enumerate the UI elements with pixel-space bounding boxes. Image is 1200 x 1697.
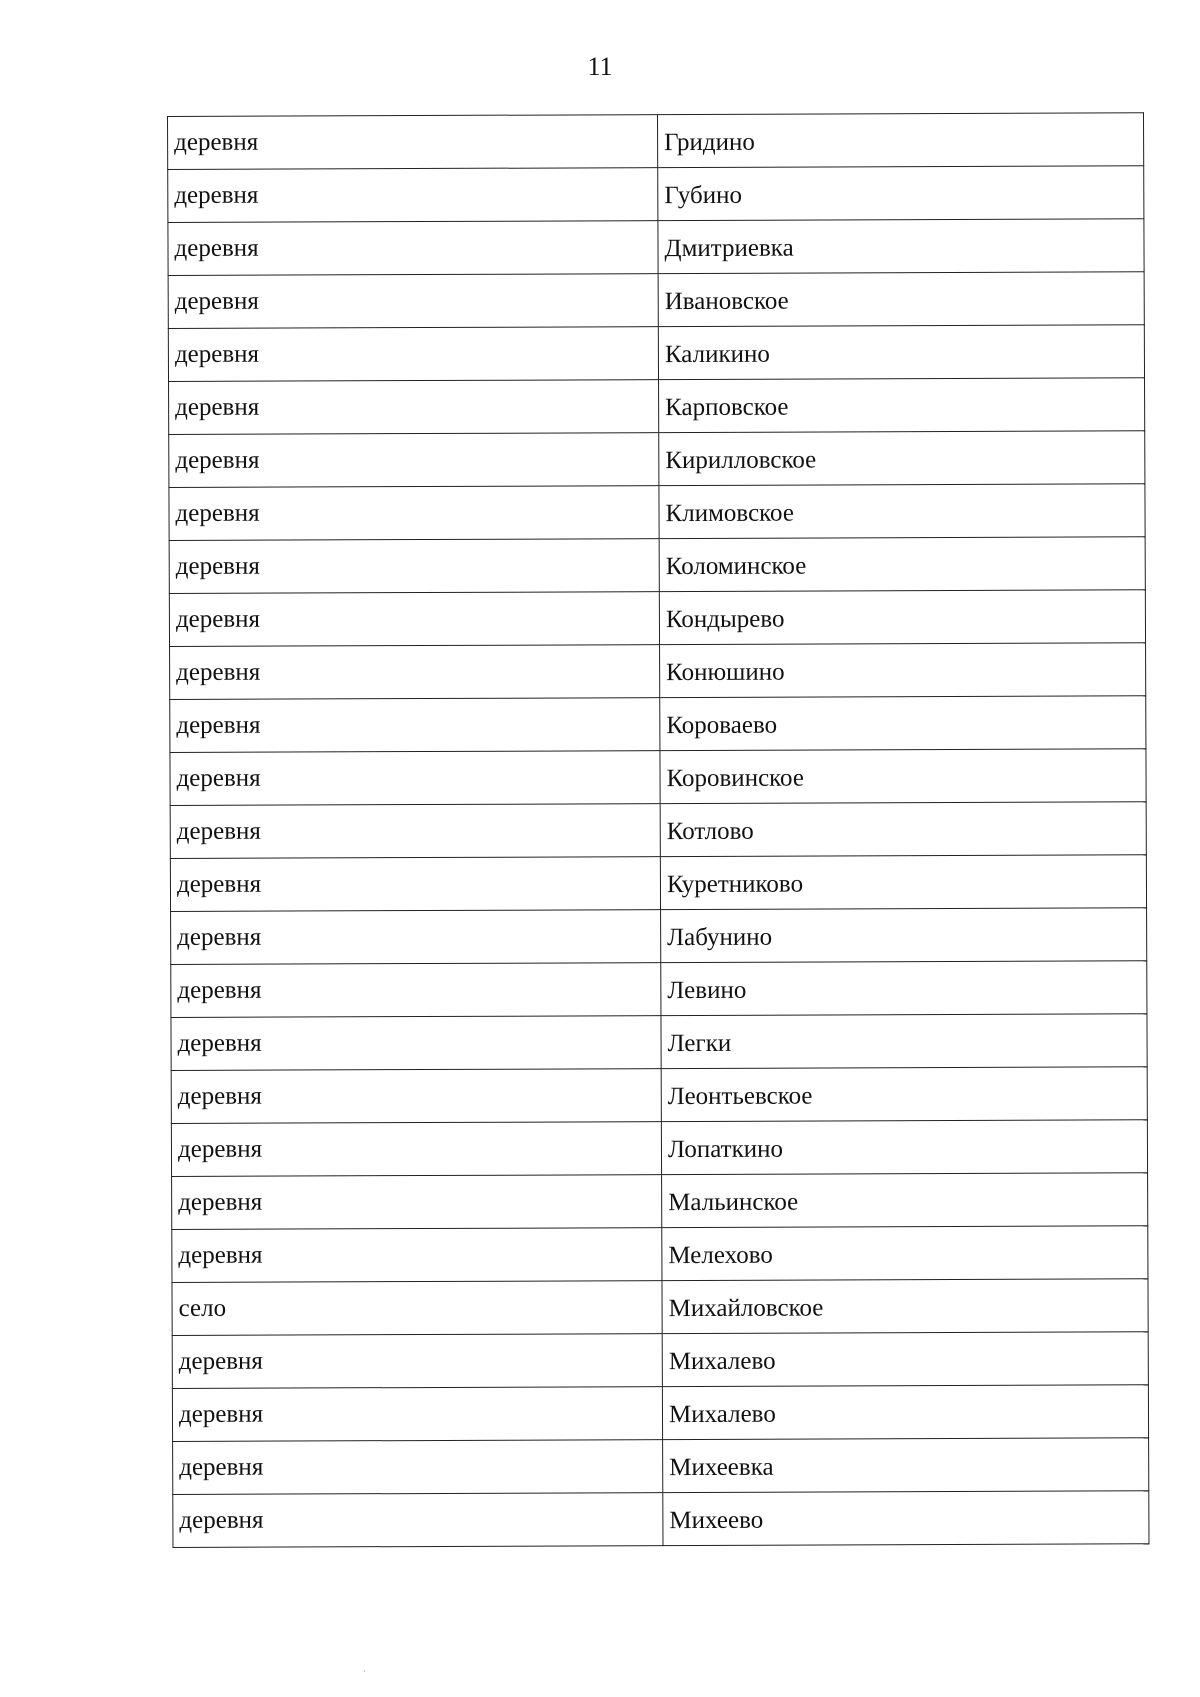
settlement-type-cell	[170, 804, 660, 859]
table-row	[168, 325, 1144, 382]
settlements-table	[167, 112, 1149, 1548]
settlement-name: Коровинское	[666, 764, 804, 793]
settlement-name-cell	[658, 219, 1144, 274]
settlement-name: Куретниково	[666, 870, 804, 899]
settlement-name-cell	[660, 802, 1146, 857]
settlement-name: Левино	[667, 976, 747, 1005]
settlement-name-cell	[663, 1491, 1149, 1546]
settlement-type-cell	[172, 1281, 662, 1336]
table-row	[170, 643, 1146, 700]
settlement-type: деревня	[175, 605, 261, 633]
settlement-type: деревня	[177, 923, 262, 951]
settlement-name: Климовское	[665, 499, 794, 528]
settlement-type-cell	[171, 1069, 661, 1124]
settlement-type: деревня	[175, 552, 260, 580]
settlement-type: деревня	[176, 711, 261, 739]
settlement-name-cell	[658, 325, 1144, 380]
settlement-name-cell	[661, 1067, 1147, 1122]
table-row	[172, 1385, 1148, 1442]
settlement-type: село	[178, 1294, 227, 1322]
table-row	[169, 537, 1145, 594]
settlement-type: деревня	[174, 234, 259, 262]
settlement-type-cell	[170, 751, 660, 806]
settlement-type-cell	[168, 115, 658, 170]
settlement-name-cell	[660, 643, 1146, 698]
settlement-type-cell	[172, 1175, 662, 1230]
settlement-name: Мелехово	[668, 1241, 773, 1270]
settlement-type: деревня	[177, 1029, 262, 1057]
settlement-type-cell	[168, 168, 658, 223]
table-row	[170, 855, 1146, 912]
settlement-type: деревня	[174, 340, 260, 368]
table-row	[173, 1438, 1149, 1495]
settlement-name: Леонтьевское	[667, 1082, 813, 1111]
settlement-type-cell	[170, 698, 660, 753]
settlement-name-cell	[662, 1385, 1148, 1440]
settlement-name-cell	[662, 1173, 1148, 1228]
settlement-type-cell	[169, 592, 659, 647]
table-row	[168, 166, 1144, 223]
settlement-type: деревня	[176, 817, 261, 845]
table-row	[171, 961, 1147, 1018]
settlement-name: Губино	[664, 181, 743, 210]
settlement-type-cell	[169, 380, 659, 435]
table-row	[169, 378, 1145, 435]
settlement-type-cell	[168, 327, 658, 382]
settlement-type-cell	[173, 1440, 663, 1495]
page-number: 11	[587, 52, 613, 81]
settlement-type: деревня	[177, 976, 262, 1004]
table-row	[170, 802, 1146, 859]
settlement-type-cell	[168, 221, 658, 276]
settlement-name-cell	[662, 1226, 1148, 1281]
table-body	[168, 113, 1149, 1548]
settlement-type: деревня	[174, 128, 259, 156]
settlement-name: Михеево	[669, 1506, 764, 1535]
settlement-type: деревня	[175, 446, 260, 474]
settlement-type-cell	[171, 910, 661, 965]
settlement-name: Гридино	[664, 128, 755, 157]
table-row	[172, 1332, 1148, 1389]
settlement-type-cell	[171, 1016, 661, 1071]
scan-speck	[364, 1670, 365, 1672]
settlement-type: деревня	[175, 499, 260, 527]
table-row	[170, 696, 1146, 753]
table-row	[171, 1120, 1147, 1177]
settlement-type-cell	[171, 963, 661, 1018]
settlement-type: деревня	[177, 1082, 262, 1110]
settlement-type-cell	[171, 1122, 661, 1177]
settlement-type: деревня	[176, 658, 261, 686]
settlement-type-cell	[172, 1387, 662, 1442]
settlement-type: деревня	[174, 287, 259, 315]
settlement-name-cell	[657, 113, 1143, 168]
table-row	[168, 113, 1144, 170]
settlement-name: Коломинское	[665, 552, 807, 581]
settlement-type: деревня	[176, 764, 261, 792]
settlement-name: Ивановское	[664, 287, 789, 316]
settlement-name-cell	[660, 855, 1146, 910]
settlement-type: деревня	[178, 1400, 264, 1428]
settlement-name: Лабунино	[667, 923, 773, 952]
settlement-name-cell	[663, 1438, 1149, 1493]
settlement-name-cell	[659, 537, 1145, 592]
settlement-name-cell	[661, 908, 1147, 963]
settlement-name: Михеевка	[669, 1453, 774, 1482]
settlement-name-cell	[661, 961, 1147, 1016]
table-row	[168, 219, 1144, 276]
settlement-type: деревня	[178, 1241, 263, 1269]
settlement-name-cell	[658, 166, 1144, 221]
settlement-name: Кондырево	[665, 605, 785, 634]
settlement-name-cell	[659, 484, 1145, 539]
settlement-type: деревня	[178, 1188, 263, 1216]
settlement-type-cell	[169, 486, 659, 541]
settlement-type-cell	[170, 645, 660, 700]
settlement-name-cell	[659, 431, 1145, 486]
settlement-type: деревня	[178, 1347, 263, 1375]
table-row	[172, 1173, 1148, 1230]
settlement-name-cell	[659, 590, 1145, 645]
table-row	[171, 908, 1147, 965]
settlement-name-cell	[660, 749, 1146, 804]
settlement-name: Лопаткино	[667, 1135, 784, 1164]
table-row	[169, 431, 1145, 488]
settlement-name: Михайловское	[668, 1294, 824, 1323]
settlement-name: Михалево	[668, 1347, 776, 1376]
settlement-name: Мальинское	[668, 1188, 799, 1217]
table-row	[172, 1279, 1148, 1336]
settlement-name-cell	[658, 272, 1144, 327]
table-row	[169, 590, 1145, 647]
settlement-type-cell	[172, 1334, 662, 1389]
table-row	[170, 749, 1146, 806]
settlement-type: деревня	[179, 1453, 264, 1481]
settlement-type-cell	[169, 433, 659, 488]
table-row	[171, 1067, 1147, 1124]
settlement-name: Кирилловское	[665, 446, 817, 475]
settlement-name-cell	[660, 696, 1146, 751]
settlement-name-cell	[661, 1014, 1147, 1069]
settlement-name: Короваево	[666, 711, 778, 740]
settlement-name: Котлово	[666, 817, 754, 846]
settlement-name: Конюшино	[666, 658, 785, 687]
settlement-type: деревня	[176, 870, 262, 898]
settlement-type-cell	[173, 1493, 663, 1548]
settlement-type-cell	[169, 539, 659, 594]
settlement-name: Михалево	[668, 1400, 776, 1429]
settlement-name: Карповское	[665, 393, 789, 422]
settlement-type-cell	[170, 857, 660, 912]
settlement-type: деревня	[174, 181, 259, 209]
settlement-type: деревня	[179, 1506, 264, 1534]
settlement-type: деревня	[175, 393, 260, 421]
table-row	[169, 484, 1145, 541]
settlement-type: деревня	[177, 1135, 263, 1163]
table-row	[173, 1491, 1149, 1548]
settlement-type-cell	[172, 1228, 662, 1283]
table-row	[172, 1226, 1148, 1283]
settlement-name: Дмитриевка	[664, 234, 794, 263]
settlement-name: Каликино	[664, 340, 770, 369]
table-row	[171, 1014, 1147, 1071]
settlement-name-cell	[662, 1332, 1148, 1387]
settlement-name-cell	[661, 1120, 1147, 1175]
settlement-name-cell	[659, 378, 1145, 433]
settlement-name: Легки	[667, 1029, 732, 1058]
table-row	[168, 272, 1144, 329]
settlement-name-cell	[662, 1279, 1148, 1334]
settlement-type-cell	[168, 274, 658, 329]
